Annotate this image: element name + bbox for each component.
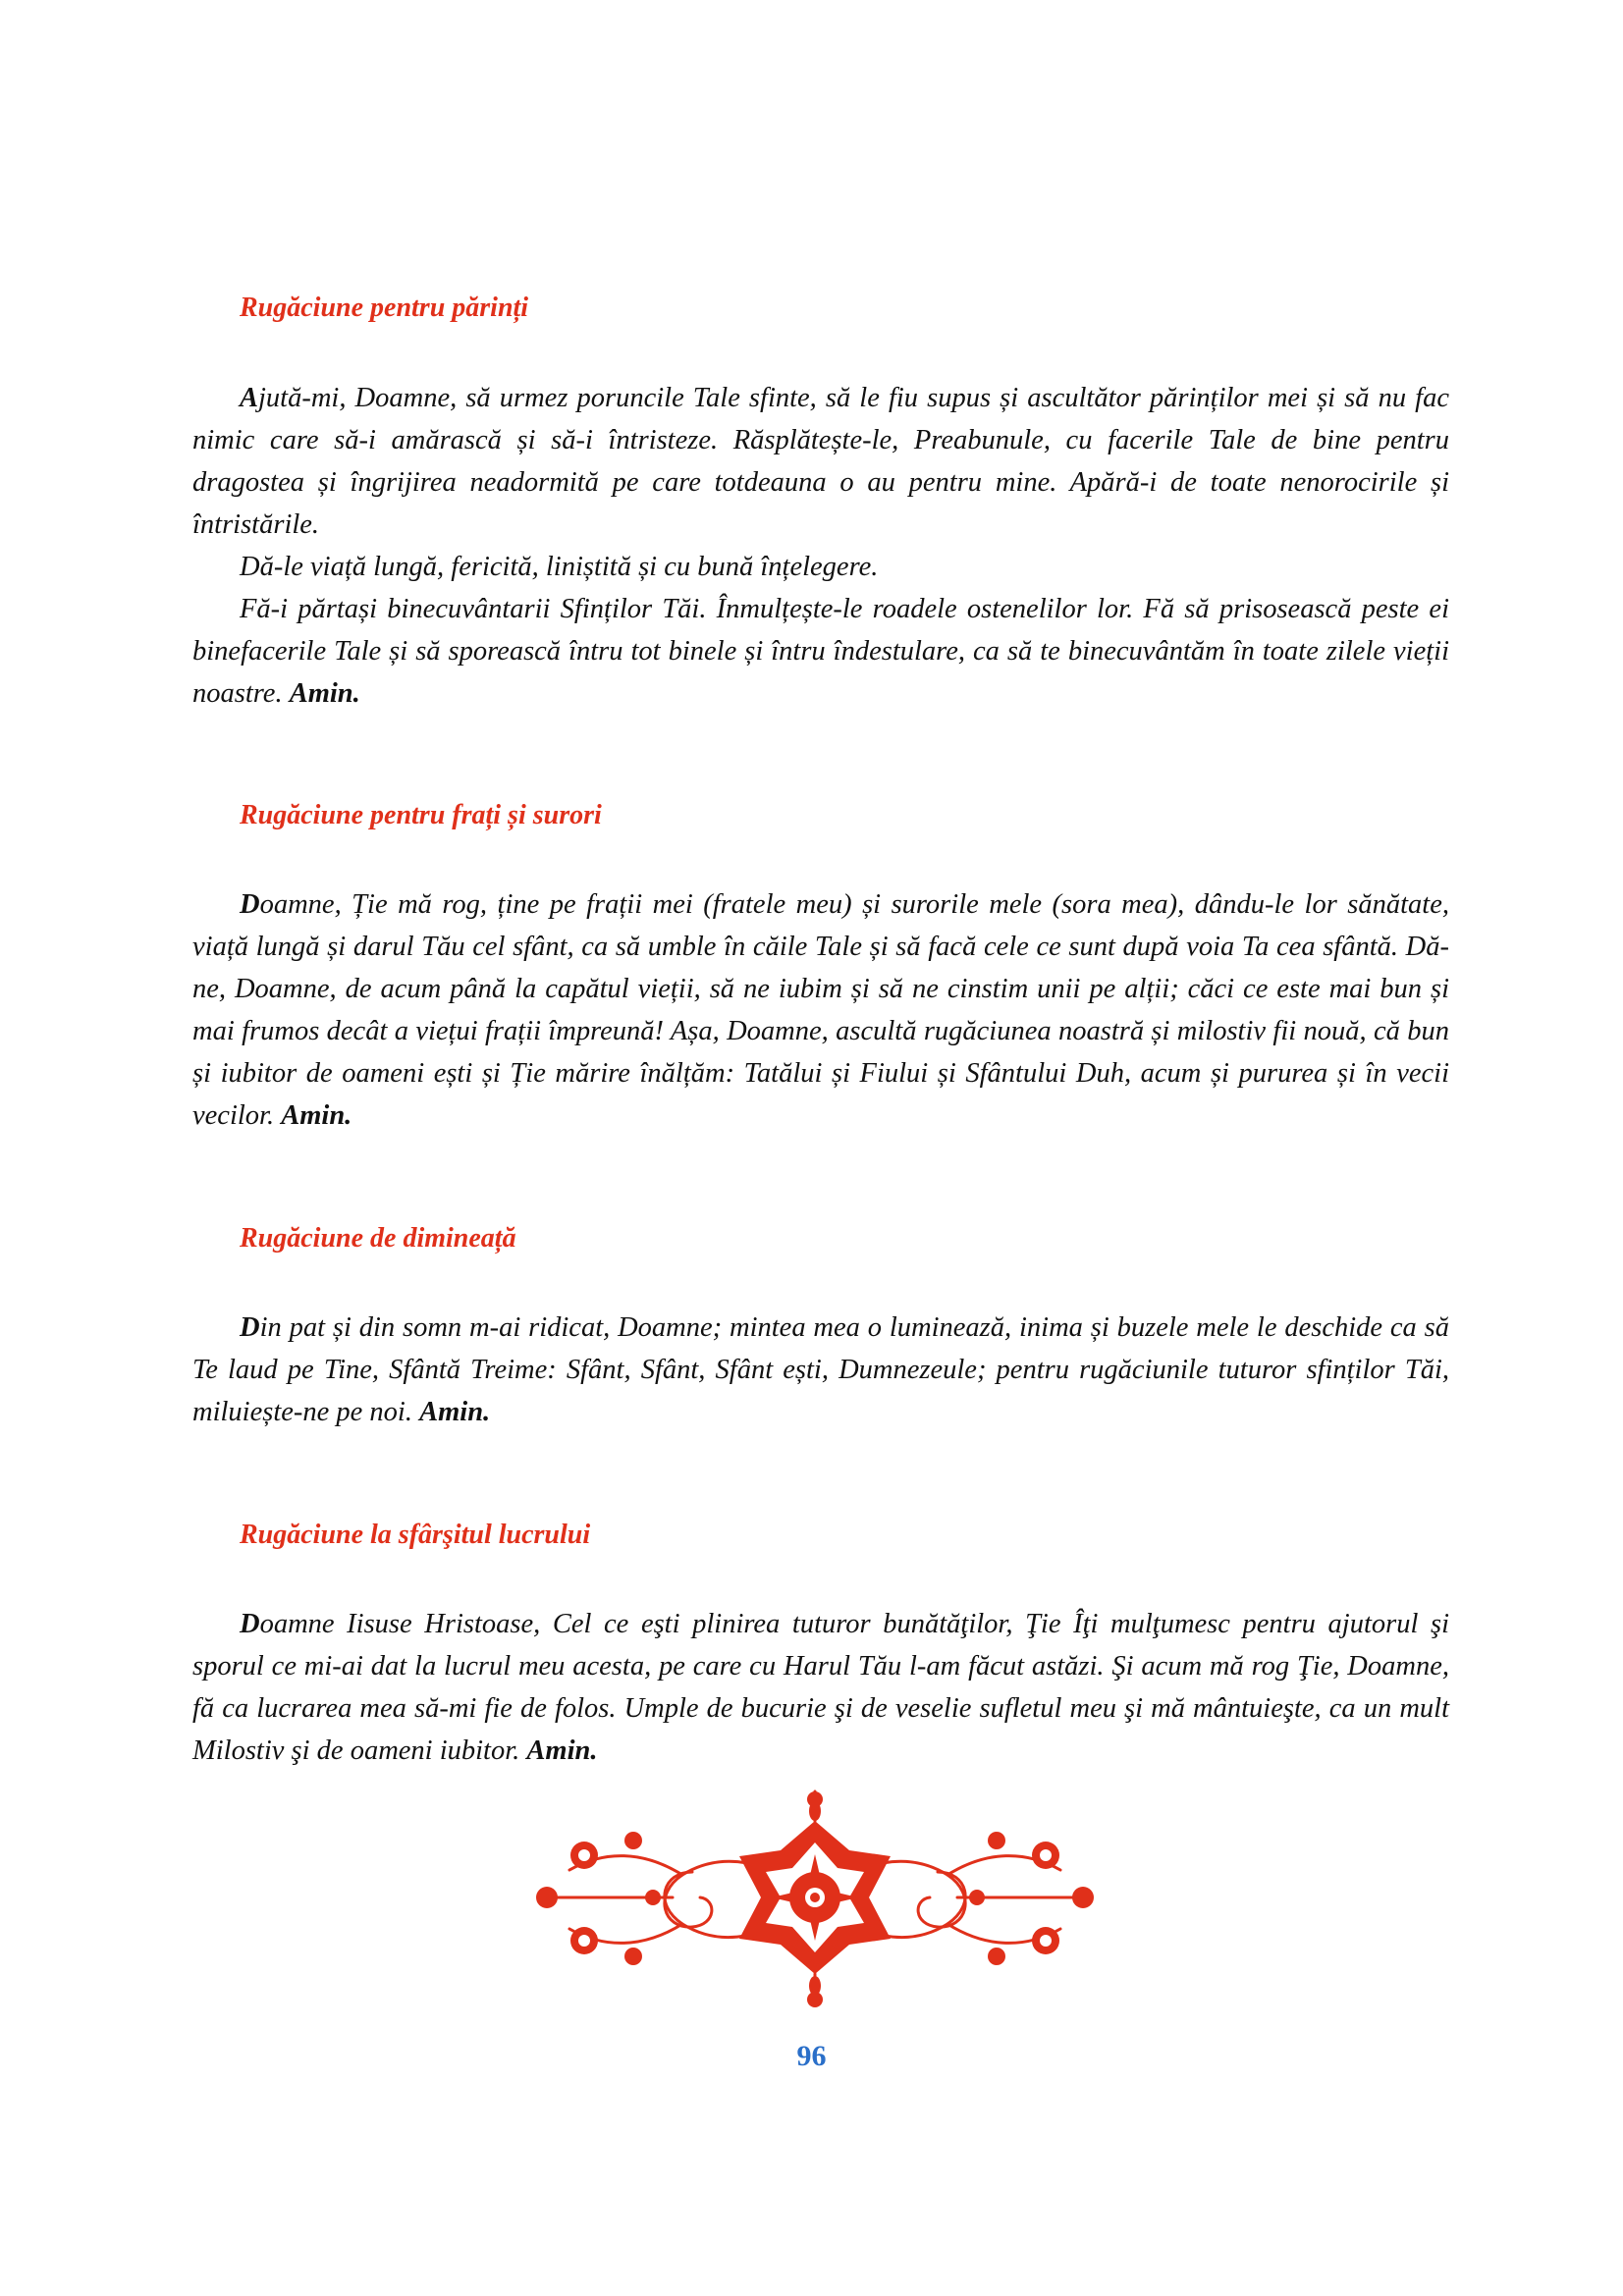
- amin-label: Amin.: [289, 678, 360, 709]
- paragraph: [192, 377, 1449, 546]
- prayer-morning: [192, 1221, 1449, 1433]
- paragraph-text: Fă-i părtași binecuvântarii Sfinților Tăi. Înmulțește-le roadele ostenelilor lor. Fă să prisosească peste ei binefacerile Tale și să sporească întru tot binele și întru îndestulare, ca să te binecuvântăm în toate zilele vieții noastre.: [192, 594, 1449, 709]
- section-title: Rugăciune de dimineață: [240, 1223, 516, 1254]
- page-number: 96: [796, 2040, 827, 2072]
- prayer-siblings: [192, 798, 1449, 1137]
- section-title: Rugăciune pentru frați și surori: [240, 800, 602, 830]
- drop-letter: D: [240, 1312, 260, 1343]
- section-title: Rugăciune la sfârşitul lucrului: [240, 1520, 591, 1550]
- drop-letter: D: [240, 1609, 260, 1639]
- prayer-parents: [192, 291, 1449, 715]
- paragraph-text: oamne, Ție mă rog, ține pe frații mei (fratele meu) și surorile mele (sora mea), dându-le lor sănătate, viață lungă și darul Tău cel sfânt, ca să umble în căile Tale și să facă cele ce sunt după voia Ta cea sfântă. Dă-ne, Doamne, de acum până la capătul vieții, să ne iubim și să ne cinstim unii pe alții; căci ce este mai bun și mai frumos decât a viețui frații împreună! Așa, Doamne, ascultă rugăciunea noastră și milostiv fii nouă, că bun și iubitor de oameni ești și Ție mărire înălțăm: Tatălui și Fiului și Sfântului Duh, acum și pururea și în vecii vecilor.: [192, 889, 1449, 1131]
- section-body: [192, 1307, 1449, 1433]
- paragraph-text: in pat și din somn m-ai ridicat, Doamne; mintea mea o luminează, inima și buzele mele le deschide ca să Te laud pe Tine, Sfântă Treime: Sfânt, Sfânt, Sfânt ești, Dumnezeule; pentru rugăciunile tuturor sfinților Tăi, miluiește-ne pe noi.: [192, 1312, 1449, 1427]
- paragraph: [192, 546, 1449, 588]
- section-title: Rugăciune pentru părinți: [240, 293, 529, 323]
- drop-letter: A: [240, 383, 259, 413]
- paragraph: [192, 1307, 1449, 1433]
- drop-letter: D: [240, 889, 260, 920]
- paragraph: [192, 1603, 1449, 1772]
- section-body: [192, 1603, 1449, 1772]
- prayer-end-of-work: [192, 1518, 1449, 1772]
- paragraph-text: oamne Iisuse Hristoase, Cel ce eşti plinirea tuturor bunătăţilor, Ţie Îţi mulţumesc pentru ajutorul şi sporul ce mi-ai dat la lucrul meu acesta, pe care cu Harul Tău l-am făcut astăzi. Şi acum mă rog Ţie, Doamne, fă ca lucrarea mea să-mi fie de folos. Umple de bucurie şi de veselie sufletul meu şi mă mântuieşte, ca un mult Milostiv şi de oameni iubitor.: [192, 1609, 1449, 1766]
- amin-label: Amin.: [526, 1735, 598, 1766]
- paragraph: [192, 588, 1449, 715]
- section-body: [192, 883, 1449, 1137]
- section-body: [192, 377, 1449, 715]
- amin-label: Amin.: [419, 1397, 491, 1427]
- paragraph-text: jută-mi, Doamne, să urmez poruncile Tale sfinte, să le fiu supus și ascultător părinților mei și să nu fac nimic care să-i amărască și să-i întristeze. Răsplătește-le, Preabunule, cu facerile Tale de bine pentru dragostea și îngrijirea neadormită pe care totdeauna o au pentru mine. Apără-i de toate nenorocirile și întristările.: [192, 383, 1449, 540]
- floral-ornament-icon: [525, 1782, 1105, 2012]
- amin-label: Amin.: [281, 1100, 352, 1131]
- paragraph: [192, 883, 1449, 1137]
- paragraph-text: Dă-le viață lungă, fericită, liniștită și cu bună înțelegere.: [240, 552, 879, 582]
